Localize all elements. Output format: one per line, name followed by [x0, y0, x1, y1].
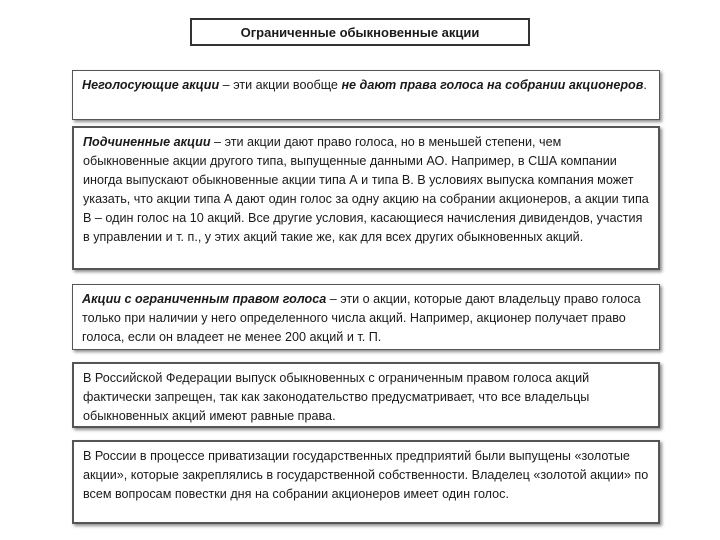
subordinated-shares-box — [72, 126, 660, 270]
non-voting-shares-box — [72, 70, 660, 120]
golden-share-box — [72, 440, 660, 524]
page-title-text: Ограниченные обыкновенные акции — [240, 24, 480, 40]
non-voting-shares-emphasis: не дают права голоса на собрании акционеров — [341, 78, 644, 92]
limited-voting-shares-text — [82, 290, 650, 347]
limited-voting-shares-term: Акции с ограниченным правом голоса — [82, 292, 327, 306]
subordinated-shares-text — [83, 133, 649, 247]
russian-federation-box — [72, 362, 660, 428]
limited-voting-shares-desc: – эти о акции, которые дают владельцу право голоса только при наличии у него определенного числа акций. Например, акционер получает право голоса, если он владеет не менее 200 акций и т. П. — [82, 292, 641, 344]
non-voting-shares-desc: – эти акции вообще — [219, 78, 342, 92]
golden-share-text: В России в процессе приватизации государственных предприятий были выпущены «золотые акции», которые закреплялись в государственной собственности. Владелец «золотой акции» по всем вопросам повестки дня на собрании акционеров имеет один голос. — [83, 449, 649, 501]
non-voting-shares-term: Неголосующие акции — [82, 78, 220, 92]
subordinated-shares-desc: – эти акции дают право голоса, но в меньшей степени, чем обыкновенные акции другого типа, выпущенные данными АО. Например, в США компании иногда выпускают обыкновенные акции типа А и типа В. В условиях выпуска компания может указать, что акции типа А дают один голос за одну акцию на собрании акционеров, а акции типа В – один голос на 10 акций. Все другие условия, касающиеся начисления дивидендов, участия в управлении и т. п., у этих акций такие же, как для всех других обыкновенных акций. — [83, 135, 649, 244]
page-title — [190, 18, 530, 46]
non-voting-shares-end: . — [643, 78, 647, 92]
non-voting-shares-text — [82, 76, 650, 95]
limited-voting-shares-box — [72, 284, 660, 350]
russian-federation-text: В Российской Федерации выпуск обыкновенных с ограниченным правом голоса акций фактически запрещен, так как законодательство предусматривает, что все владельцы обыкновенных акций имеют равные права. — [83, 371, 590, 423]
subordinated-shares-term: Подчиненные акции — [83, 135, 211, 149]
